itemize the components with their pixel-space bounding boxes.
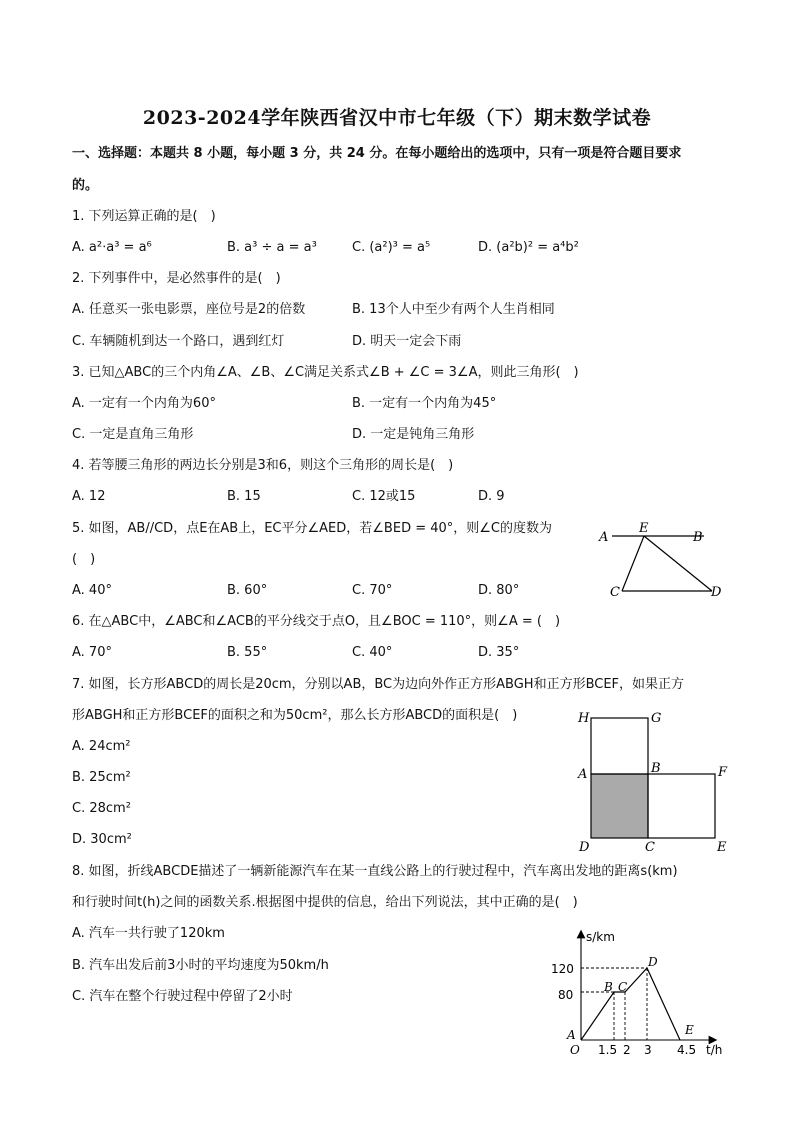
y-tick-80: 80 — [558, 988, 574, 1002]
label-a: A — [599, 530, 609, 545]
question-2-stem: 2. 下列事件中，是必然事件的是( ) — [72, 271, 281, 286]
figure-q8-graph — [548, 926, 738, 1060]
label-d: D — [579, 840, 590, 854]
question-5-option-c: C. 70° — [352, 583, 393, 598]
question-6-option-d: D. 35° — [478, 645, 520, 660]
distance-time-polyline — [581, 968, 680, 1040]
section-heading: 一、选择题：本题共 8 小题，每小题 3 分，共 24 分。在每小题给出的选项中，只有一项是符合题目要求 — [72, 146, 682, 161]
page-title: 2023-2024学年陕西省汉中市七年级（下）期末数学试卷 — [142, 107, 652, 129]
question-3-option-b: B. 一定有一个内角为45° — [352, 396, 497, 411]
origin-label: O — [570, 1043, 580, 1057]
label-c: C — [610, 585, 620, 600]
question-6-option-c: C. 40° — [352, 645, 393, 660]
question-7-option-d: D. 30cm² — [72, 832, 132, 847]
question-7-option-b: B. 25cm² — [72, 770, 131, 785]
label-a: A — [578, 767, 588, 782]
question-2-option-b: B. 13个人中至少有两个人生肖相同 — [352, 302, 555, 317]
point-label-a: A — [567, 1028, 576, 1042]
figure-q7 — [572, 706, 740, 854]
segment-ec — [622, 536, 644, 591]
point-label-d: D — [648, 955, 658, 969]
label-e: E — [717, 840, 727, 854]
question-3-option-a: A. 一定有一个内角为60° — [72, 396, 216, 411]
question-7-option-a: A. 24cm² — [72, 739, 131, 754]
question-4-stem: 4. 若等腰三角形的两边长分别是3和6，则这个三角形的周长是( ) — [72, 458, 454, 473]
y-axis-label: s/km — [586, 930, 615, 944]
question-5-option-b: B. 60° — [227, 583, 268, 598]
question-1-option-b: B. a³ ÷ a = a³ — [227, 240, 317, 255]
question-8-option-b: B. 汽车出发后前3小时的平均速度为50km/h — [72, 958, 329, 973]
rectangle-abcd-shaded — [591, 774, 648, 838]
y-tick-120: 120 — [551, 962, 574, 976]
x-axis-label: t/h — [706, 1043, 723, 1057]
question-5-option-d: D. 80° — [478, 583, 520, 598]
question-4-option-b: B. 15 — [227, 489, 261, 504]
question-1-stem: 1. 下列运算正确的是( ) — [72, 209, 216, 224]
label-g: G — [651, 711, 662, 726]
figure-q5 — [592, 520, 732, 602]
question-1-option-a: A. a²⋅a³ = a⁶ — [72, 240, 152, 255]
question-4-option-c: C. 12或15 — [352, 489, 416, 504]
x-tick-1-5: 1.5 — [598, 1043, 618, 1057]
label-h: H — [578, 711, 590, 726]
question-8-stem-cont: 和行驶时间t(h)之间的函数关系.根据图中提供的信息，给出下列说法，其中正确的是( ) — [72, 895, 578, 910]
label-f: F — [718, 765, 728, 780]
question-2-option-c: C. 车辆随机到达一个路口，遇到红灯 — [72, 334, 285, 349]
question-5-stem-cont: ( ) — [72, 552, 96, 567]
question-3-stem: 3. 已知△ABC的三个内角∠A、∠B、∠C满足关系式∠B + ∠C = 3∠A，则此三角形( ) — [72, 365, 579, 380]
question-6-option-a: A. 70° — [72, 645, 112, 660]
question-5-option-a: A. 40° — [72, 583, 112, 598]
question-7-stem-cont: 形ABGH和正方形BCEF的面积之和为50cm²，那么长方形ABCD的面积是( ) — [72, 708, 518, 723]
label-b: B — [693, 530, 703, 545]
question-4-option-d: D. 9 — [478, 489, 505, 504]
label-e: E — [639, 521, 649, 536]
question-8-stem: 8. 如图，折线ABCDE描述了一辆新能源汽车在某一直线公路上的行驶过程中，汽车离出发地的距离s(km) — [72, 864, 678, 879]
question-8-option-c: C. 汽车在整个行驶过程中停留了2小时 — [72, 989, 293, 1004]
question-6-option-b: B. 55° — [227, 645, 268, 660]
square-bcef — [648, 774, 715, 838]
x-tick-2: 2 — [623, 1043, 631, 1057]
square-abgh — [591, 718, 648, 774]
question-8-option-a: A. 汽车一共行驶了120km — [72, 926, 225, 941]
question-2-option-a: A. 任意买一张电影票，座位号是2的倍数 — [72, 302, 306, 317]
x-tick-4-5: 4.5 — [677, 1043, 697, 1057]
label-c: C — [645, 840, 655, 854]
label-d: D — [711, 585, 722, 600]
section-heading-cont: 的。 — [72, 178, 99, 193]
x-tick-3: 3 — [644, 1043, 652, 1057]
question-1-option-d: D. (a²b)² = a⁴b² — [478, 240, 579, 255]
question-1-option-c: C. (a²)³ = a⁵ — [352, 240, 431, 255]
question-2-option-d: D. 明天一定会下雨 — [352, 334, 462, 349]
question-3-option-c: C. 一定是直角三角形 — [72, 427, 194, 442]
question-7-option-c: C. 28cm² — [72, 801, 131, 816]
label-b: B — [651, 761, 661, 776]
question-7-stem: 7. 如图，长方形ABCD的周长是20cm，分别以AB，BC为边向外作正方形ABGH和正方形BCEF，如果正方 — [72, 677, 685, 692]
question-3-option-d: D. 一定是钝角三角形 — [352, 427, 475, 442]
question-6-stem: 6. 在△ABC中，∠ABC和∠ACB的平分线交于点O，且∠BOC = 110°，则∠A = ( ) — [72, 614, 561, 629]
question-4-option-a: A. 12 — [72, 489, 106, 504]
point-label-c: C — [618, 980, 628, 994]
point-label-e: E — [685, 1023, 694, 1037]
point-label-b: B — [604, 980, 613, 994]
question-5-stem: 5. 如图，AB//CD，点E在AB上，EC平分∠AED，若∠BED = 40°，则∠C的度数为 — [72, 521, 553, 536]
